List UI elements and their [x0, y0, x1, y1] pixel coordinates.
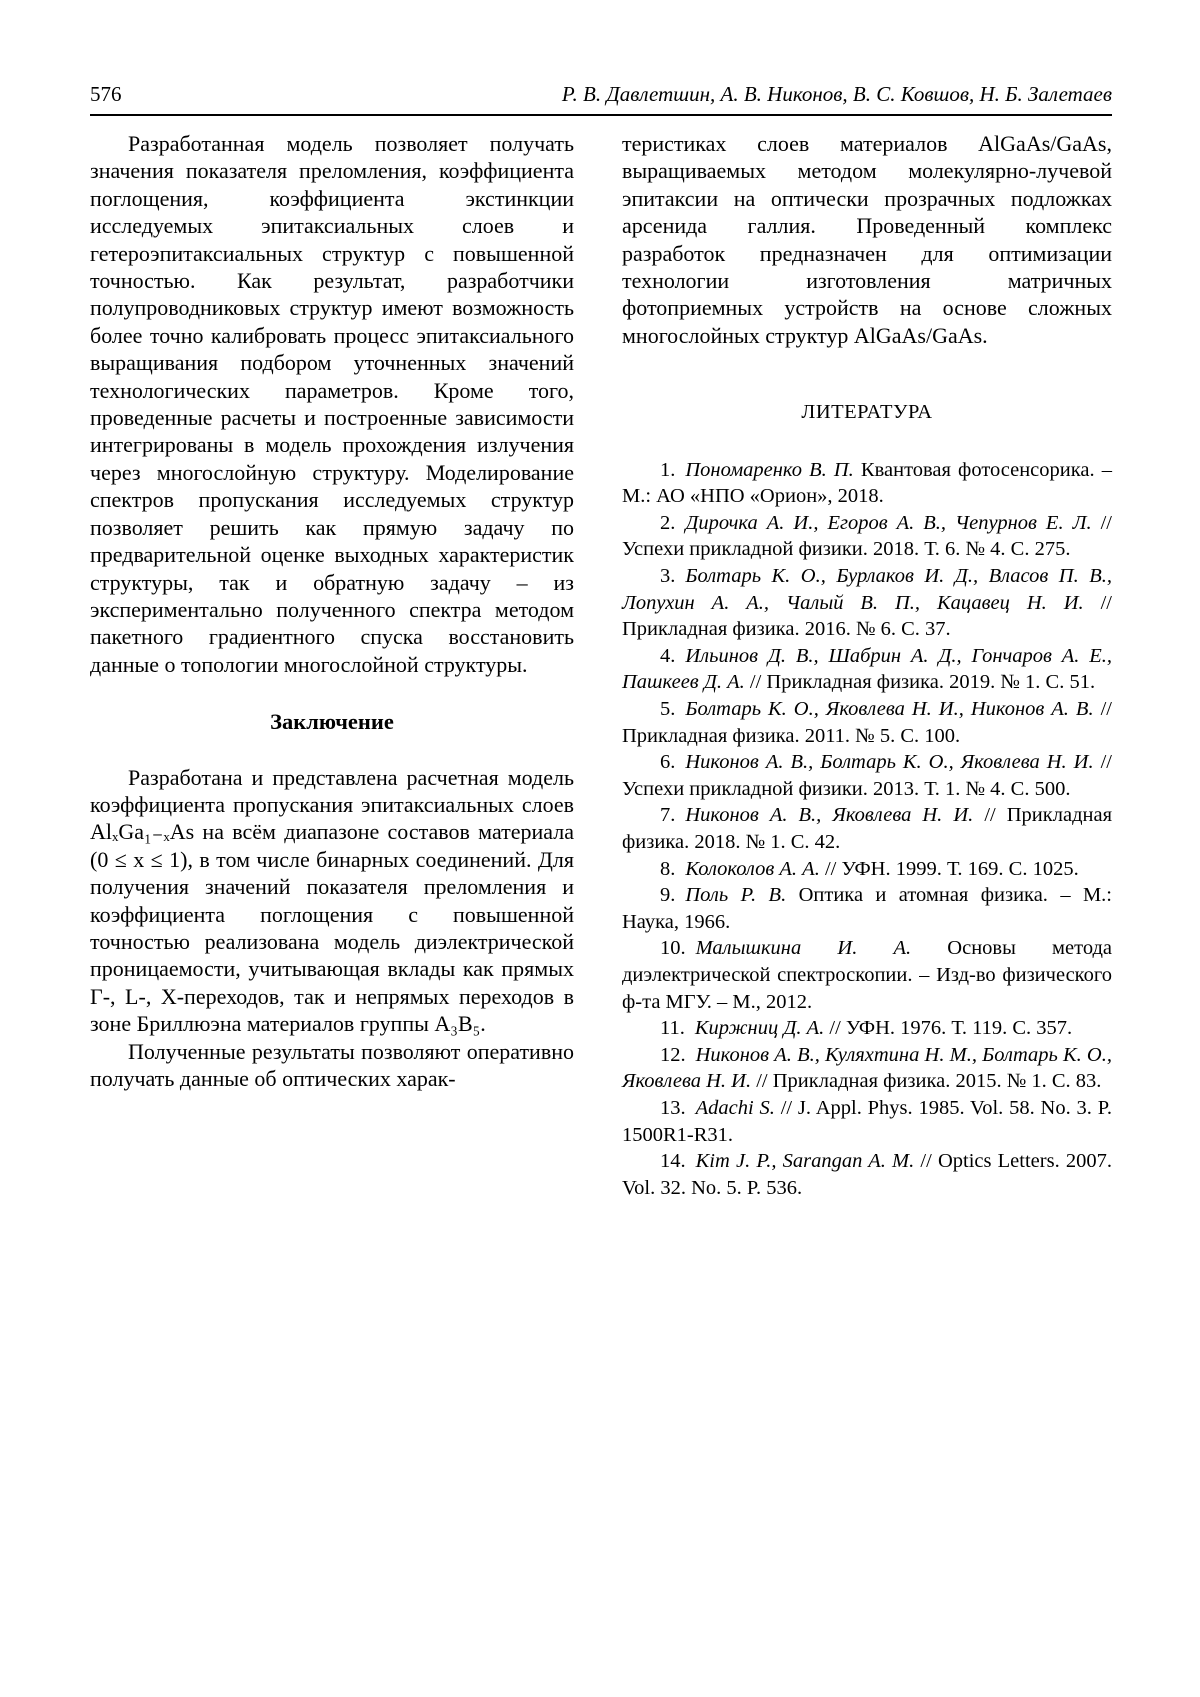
reference-authors: Adachi S.	[695, 1096, 775, 1119]
reference-authors: Поль Р. В.	[685, 884, 787, 907]
reference-number: 4.	[660, 644, 676, 667]
reference-authors: Колоколов А. А.	[685, 857, 820, 880]
reference-item	[622, 749, 1112, 802]
reference-authors: Болтарь К. О., Бурлаков И. Д., Власов П. В., Лопухин А. А., Чалый В. П., Кацавец Н. И.	[622, 565, 1112, 614]
reference-text: Квантовая фотосенсорика. – М.: АО «НПО «Орион», 2018.	[622, 458, 1112, 508]
reference-text: // УФН. 1976. Т. 119. С. 357.	[824, 1017, 1073, 1040]
reference-item	[622, 457, 1112, 510]
reference-authors: Kim J. P., Sarangan A. M.	[695, 1150, 915, 1173]
reference-text: // Прикладная физика. 2011. № 5. С. 100.	[622, 698, 1112, 747]
reference-number: 8.	[660, 857, 676, 880]
reference-number: 3.	[660, 565, 676, 588]
reference-number: 6.	[660, 751, 676, 774]
conclusion-paragraph: Полученные результаты позволяют оперативно получать данные об оптических харак-	[90, 1038, 574, 1091]
reference-number: 12.	[660, 1043, 686, 1066]
conclusion-paragraph: Разработана и представлена расчетная модель коэффициента пропускания эпитаксиальных слоев AlₓGa₁₋ₓAs на всём диапазоне составов материала (0 ≤ x ≤ 1), в том числе бинарных соединений. Для получения значений показателя преломления и коэффициента поглощения с повышенной точностью реализована модель диэлектрической проницаемости, учитывающая вклады как прямых Γ-, L-, X-переходов, так и непрямых переходов в зоне Бриллюэна материалов группы A₃B₅.	[90, 764, 574, 1037]
left-column	[90, 130, 574, 1201]
page-number: 576	[90, 82, 122, 106]
reference-item	[622, 696, 1112, 749]
reference-number: 1.	[660, 458, 676, 481]
conclusion-heading: Заключение	[270, 709, 394, 735]
literature-heading: ЛИТЕРАТУРА	[801, 401, 933, 424]
reference-number: 13.	[660, 1096, 686, 1119]
references-list	[622, 457, 1112, 1202]
reference-text: // УФН. 1999. Т. 169. С. 1025.	[819, 857, 1079, 880]
reference-authors: Малышкина И. А.	[695, 937, 912, 960]
reference-text: Основы метода диэлектрической спектроскопии. – Изд-во физического ф-та МГУ. – М., 2012.	[622, 937, 1113, 1013]
right-column	[622, 130, 1112, 1201]
reference-item	[622, 1095, 1112, 1148]
reference-number: 5.	[660, 698, 676, 720]
reference-authors: Никонов А. В., Яковлева Н. И.	[685, 804, 974, 827]
reference-authors: Никонов А. В., Куляхтина Н. М., Болтарь К. О., Яковлева Н. И.	[622, 1043, 1112, 1093]
continuation-paragraph: теристиках слоев материалов AlGaAs/GaAs, выращиваемых методом молекулярно-лучевой эпитаксии на оптически прозрачных подложках арсенида галлия. Проведенный комплекс разработок предназначен для оптимизации технологии изготовления матричных фотоприемных устройств на основе сложных многослойных структур AlGaAs/GaAs.	[622, 131, 1112, 348]
reference-item	[622, 856, 1112, 883]
body-paragraph: Разработанная модель позволяет получать значения показателя преломления, коэффициента поглощения, коэффициента экстинкции исследуемых эпитаксиальных слоев и гетероэпитаксиальных структур с повышенной точностью. Как результат, разработчики полупроводниковых структур имеют возможность более точно калибровать процесс эпитаксиального выращивания подбором уточненных значений технологических параметров. Кроме того, проведенные расчеты и построенные зависимости интегрированы в модель прохождения излучения через многослойную структуру. Моделирование спектров пропускания исследуемых структур позволяет решить как прямую задачу по предварительной оценке выходных характеристик структуры, так и обратную задачу – из экспериментально полученного спектра методом пакетного градиентного спуска восстановить данные о топологии многослойной структуры.	[90, 131, 574, 677]
reference-text: // Optics Letters. 2007. Vol. 32. No. 5. P. 536.	[622, 1150, 1112, 1199]
reference-item	[622, 935, 1112, 1015]
reference-authors: Болтарь К. О., Яковлева Н. И., Никонов А. В.	[685, 698, 1094, 720]
reference-item	[622, 1042, 1112, 1095]
header-rule	[90, 114, 1112, 116]
reference-number: 11.	[660, 1017, 685, 1040]
reference-item	[622, 563, 1112, 643]
reference-number: 9.	[660, 884, 676, 907]
reference-text: // Прикладная физика. 2015. № 1. С. 83.	[751, 1070, 1102, 1093]
two-column-body	[90, 130, 1112, 1201]
reference-item	[622, 882, 1112, 935]
reference-text: // Прикладная физика. 2019. № 1. С. 51.	[744, 671, 1096, 694]
reference-text: // Успехи прикладной физики. 2013. Т. 1. № 4. С. 500.	[622, 751, 1112, 800]
reference-item	[622, 802, 1112, 855]
reference-text: // J. Appl. Phys. 1985. Vol. 58. No. 3. P. 1500R1-R31.	[622, 1096, 1112, 1146]
reference-text: // Прикладная физика. 2016. № 6. С. 37.	[622, 591, 1112, 641]
reference-text: // Успехи прикладной физики. 2018. Т. 6. № 4. С. 275.	[622, 511, 1112, 561]
reference-authors: Дирочка А. И., Егоров А. В., Чепурнов Е. Л.	[685, 511, 1092, 534]
reference-item	[622, 1015, 1112, 1042]
reference-number: 7.	[660, 804, 676, 827]
reference-authors: Ильинов Д. В., Шабрин А. Д., Гончаров А. Е., Пашкеев Д. А.	[622, 644, 1112, 694]
reference-text: Оптика и атомная физика. – М.: Наука, 1966.	[622, 884, 1112, 933]
reference-item	[622, 643, 1112, 696]
reference-authors: Пономаренко В. П.	[685, 458, 854, 481]
reference-item	[622, 1148, 1112, 1201]
reference-number: 14.	[660, 1150, 686, 1173]
reference-authors: Никонов А. В., Болтарь К. О., Яковлева Н. И.	[685, 751, 1094, 774]
reference-number: 2.	[660, 511, 676, 534]
page-header	[90, 82, 1112, 106]
running-head-authors: Р. В. Давлетшин, А. В. Никонов, В. С. Ковшов, Н. Б. Залетаев	[561, 82, 1112, 106]
reference-number: 10.	[660, 937, 686, 960]
reference-item	[622, 510, 1112, 563]
reference-text: // Прикладная физика. 2018. № 1. С. 42.	[622, 804, 1112, 853]
reference-authors: Киржниц Д. А.	[694, 1017, 825, 1040]
